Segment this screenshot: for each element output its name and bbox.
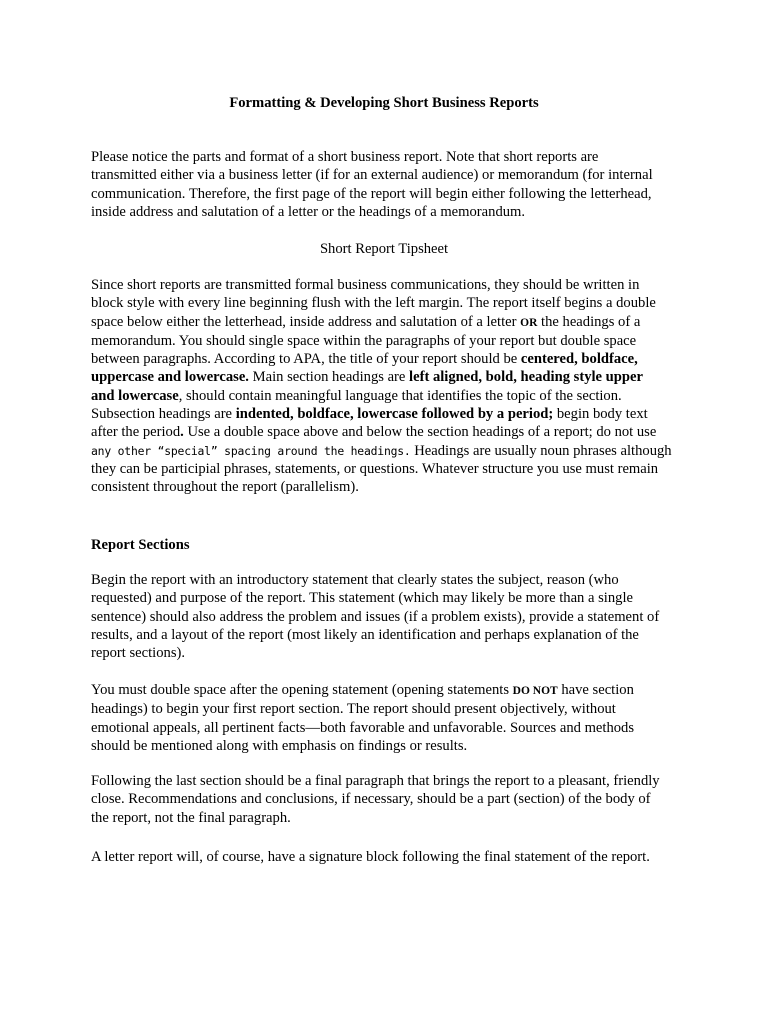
bold-run: . <box>180 424 184 441</box>
intro-paragraph <box>91 148 691 221</box>
text-line <box>91 423 691 441</box>
text-line: Begin the report with an introductory statement that clearly states the subject, reason (who <box>91 572 619 588</box>
text-line: they can be participial phrases, statements, or questions. Whatever structure you use must remain <box>91 460 659 477</box>
sections-paragraph-1 <box>91 571 691 662</box>
text-line <box>91 405 691 423</box>
text-line <box>91 313 691 332</box>
tipsheet-subtitle: Short Report Tipsheet <box>319 241 449 257</box>
text-line: emotional appeals, all pertinent facts—both favorable and unfavorable. Sources and methods <box>91 719 635 736</box>
text-line: Please notice the parts and format of a short business report. Note that short reports are <box>91 149 599 165</box>
bold-run: indented, boldface, lowercase followed by a period; <box>235 406 554 423</box>
text-run: Subsection headings are <box>91 406 236 423</box>
text-run: between paragraphs. According to APA, the title of your report should be <box>91 351 521 368</box>
sections-paragraph-4 <box>91 848 691 866</box>
bold-run: uppercase and lowercase. <box>91 369 249 386</box>
text-line: should be mentioned along with emphasis on findings or results. <box>91 737 468 754</box>
text-line: results, and a layout of the report (most likely an identification and perhaps explanation of the <box>91 626 639 643</box>
text-run: the headings of a <box>537 313 641 330</box>
emphasis-or: OR <box>520 316 538 329</box>
text-line <box>91 368 691 386</box>
bold-run: left aligned, bold, heading style upper <box>409 369 643 386</box>
text-line <box>91 350 691 368</box>
text-line: transmitted either via a business letter (if for an external audience) or memorandum (for internal <box>91 167 653 184</box>
bold-run: centered, boldface, <box>520 351 638 368</box>
text-run: Use a double space above and below the section headings of a report; do not use <box>183 424 657 441</box>
text-line: Since short reports are transmitted formal business communications, they should be written in <box>91 277 640 293</box>
text-line: communication. Therefore, the first page of the report will begin either following the letterhead, <box>91 185 652 202</box>
text-line <box>91 387 691 405</box>
text-line: the report, not the final paragraph. <box>91 809 291 826</box>
text-line: requested) and purpose of the report. This statement (which may likely be more than a single <box>91 590 633 607</box>
text-run: begin body text <box>553 406 648 423</box>
text-line: A letter report will, of course, have a signature block following the final statement of the report. <box>91 849 650 865</box>
section-heading: Report Sections <box>91 537 190 553</box>
text-run: space below either the letterhead, inside address and salutation of a letter <box>91 313 521 330</box>
text-line: consistent throughout the report (parallelism). <box>91 479 359 496</box>
document-title: Formatting & Developing Short Business Reports <box>229 95 539 111</box>
sections-paragraph-2 <box>91 681 691 755</box>
text-line <box>91 442 691 460</box>
text-line: memorandum. You should single space within the paragraphs of your report but double space <box>91 332 637 349</box>
text-line: Following the last section should be a final paragraph that brings the report to a pleasant, friendly <box>91 773 660 789</box>
text-line <box>91 681 691 700</box>
text-line: sentence) should also address the problem and issues (if a problem exists), provide a statement of <box>91 608 660 625</box>
bold-run: and lowercase <box>91 387 179 404</box>
text-run: Headings are usually noun phrases although <box>410 442 672 459</box>
text-run: have section <box>557 682 634 698</box>
text-run: , should contain meaningful language that identifies the topic of the section. <box>178 387 622 404</box>
text-line: inside address and salutation of a letter or the headings of a memorandum. <box>91 203 526 220</box>
text-run: You must double space after the opening statement (opening statements <box>91 682 513 698</box>
tips-paragraph <box>91 276 691 497</box>
sections-paragraph-3 <box>91 772 691 827</box>
text-line: report sections). <box>91 645 186 662</box>
text-line: headings) to begin your first report section. The report should present objectively, without <box>91 701 616 718</box>
text-run: Main section headings are <box>248 369 410 386</box>
alt-font-run: any other “special” spacing around the headings. <box>91 443 411 458</box>
text-line: block style with every line beginning flush with the left margin. The report itself begins a double <box>91 295 656 312</box>
emphasis-do-not: DO NOT <box>512 685 558 697</box>
text-run: after the period <box>91 424 181 441</box>
text-line: close. Recommendations and conclusions, if necessary, should be a part (section) of the body of <box>91 791 651 808</box>
